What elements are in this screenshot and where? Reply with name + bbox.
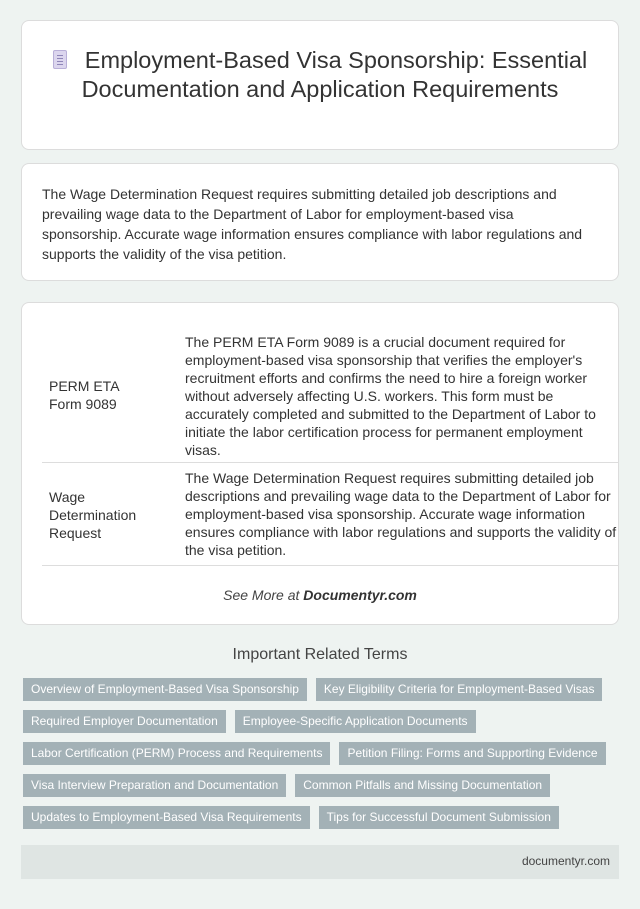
description-cell: The PERM ETA Form 9089 is a crucial document required for employment-based visa sponsorship that verifies the employer's recruitment efforts and confirms the need to hire a foreign worker without adversely affecting U.S. workers. This form must be accurately completed and submitted to the Department of Labor to initiate the labor certification process for permanent employment visas.	[185, 334, 596, 458]
table-row	[42, 463, 619, 566]
term-cell: PERM ETA Form 9089	[49, 378, 119, 412]
related-terms-list	[23, 678, 613, 829]
footer-site-link[interactable]: documentyr.com	[521, 854, 610, 868]
summary-text: The Wage Determination Request requires submitting detailed job descriptions and prevailing wage data to the Department of Labor for employment-based visa sponsorship. Accurate wage information ensures compliance with labor regulations and supports the validity of the visa petition.	[42, 186, 583, 262]
see-more-prefix: See More at	[223, 587, 304, 603]
description-cell: The Wage Determination Request requires submitting detailed job descriptions and prevailing wage data to the Department of Labor for employment-based visa sponsorship. Accurate wage information ensures compliance with labor regulations and supports the validity of the visa petition.	[185, 470, 617, 558]
related-term-tag[interactable]: Visa Interview Preparation and Documentation	[23, 774, 286, 797]
summary-card	[21, 163, 619, 281]
related-term-tag[interactable]: Employee-Specific Application Documents	[235, 710, 476, 733]
related-terms-heading: Important Related Terms	[232, 646, 408, 663]
related-term-tag[interactable]: Updates to Employment-Based Visa Requirements	[23, 806, 310, 829]
title-card	[21, 20, 619, 150]
see-more-site[interactable]: Documentyr.com	[303, 587, 417, 603]
related-term-tag[interactable]: Key Eligibility Criteria for Employment-Based Visas	[316, 678, 603, 701]
terms-table-card	[21, 302, 619, 625]
page-title-wrap	[22, 46, 618, 104]
cell-divider	[158, 328, 159, 462]
see-more-link[interactable]	[22, 587, 618, 603]
term-cell: Wage Determination Request	[49, 489, 137, 541]
related-term-tag[interactable]: Tips for Successful Document Submission	[319, 806, 559, 829]
cell-divider	[158, 463, 159, 565]
related-term-tag[interactable]: Required Employer Documentation	[23, 710, 226, 733]
related-term-tag[interactable]: Common Pitfalls and Missing Documentation	[295, 774, 550, 797]
page-title: Employment-Based Visa Sponsorship: Essential Documentation and Application Requirements	[81, 47, 588, 102]
related-term-tag[interactable]: Labor Certification (PERM) Process and Requirements	[23, 742, 330, 765]
footer	[21, 845, 619, 879]
related-term-tag[interactable]: Petition Filing: Forms and Supporting Evidence	[339, 742, 605, 765]
document-icon	[53, 50, 67, 69]
table-row	[42, 328, 619, 463]
related-term-tag[interactable]: Overview of Employment-Based Visa Sponsorship	[23, 678, 307, 701]
